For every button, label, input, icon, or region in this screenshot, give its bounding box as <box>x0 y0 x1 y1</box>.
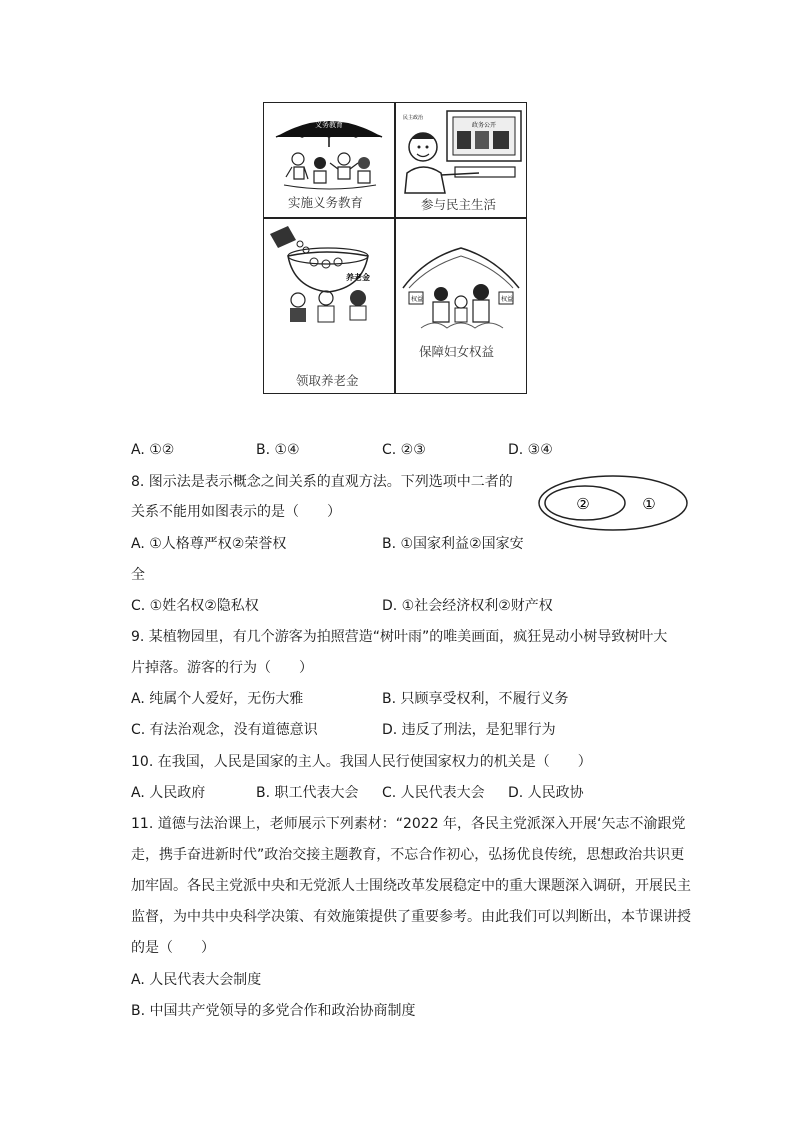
panel-womens-rights <box>395 218 527 393</box>
q10-option-b: B. 职工代表大会 <box>256 785 359 801</box>
q7-option-d: D. ③④ <box>508 442 553 458</box>
q11-option-b: B. 中国共产党领导的多党合作和政治协商制度 <box>131 1003 416 1019</box>
q7-option-a: A. ①② <box>131 442 175 458</box>
q10-option-a: A. 人民政府 <box>131 785 206 801</box>
venn-diagram <box>537 474 689 532</box>
umbrella-label: 义务教育 <box>315 121 343 129</box>
panel-caption: 实施义务教育 <box>288 195 364 210</box>
panel-compulsory-education <box>264 103 394 217</box>
panel-caption: 参与民主生活 <box>421 197 497 212</box>
q8-option-b-continued: 全 <box>131 567 145 583</box>
q8-option-b: B. ①国家利益②国家安 <box>382 536 524 552</box>
q11-stem-line5: 的是（ ） <box>131 940 215 956</box>
q10-option-d: D. 人民政协 <box>508 785 584 801</box>
q9-option-a: A. 纯属个人爱好，无伤大雅 <box>131 691 304 707</box>
cartoon-figure <box>263 102 527 394</box>
q8-stem-line1: 8. 图示法是表示概念之间关系的直观方法。下列选项中二者的 <box>131 474 513 490</box>
q11-stem-line4: 监督，为中共中央科学决策、有效施策提供了重要参考。由此我们可以判断出，本节课讲授 <box>131 909 691 925</box>
family-protection-illustration <box>395 218 527 358</box>
q7-option-c: C. ②③ <box>382 442 426 458</box>
venn-outer-ellipse <box>539 476 687 530</box>
q8-option-a: A. ①人格尊严权②荣誉权 <box>131 536 287 552</box>
venn-outer-label: ① <box>642 495 656 513</box>
screen-title: 政务公开 <box>471 122 497 129</box>
left-sign-text: 权益 <box>411 296 424 303</box>
q8-stem-line2: 关系不能用如图表示的是（ ） <box>131 504 341 520</box>
panel-pension <box>264 218 394 393</box>
q10-stem: 10. 在我国，人民是国家的主人。我国人民行使国家权力的机关是（ ） <box>131 754 592 770</box>
panel-caption: 领取养老金 <box>296 373 359 388</box>
panel-democratic-life <box>395 103 527 217</box>
q9-stem-line2: 片掉落。游客的行为（ ） <box>131 660 313 676</box>
panel-caption: 保障妇女权益 <box>419 344 495 359</box>
bowl-label: 养老金 <box>346 273 370 282</box>
q9-option-d: D. 违反了刑法，是犯罪行为 <box>382 722 556 738</box>
q11-stem-line1: 11. 道德与法治课上，老师展示下列素材：“2022 年，各民主党派深入开展‘矢志不渝跟党 <box>131 816 686 832</box>
q9-option-c: C. 有法治观念，没有道德意识 <box>131 722 318 738</box>
right-sign-text: 权益 <box>501 296 514 303</box>
q11-stem-line3: 加牢固。各民主党派中央和无党派人士围绕改革发展稳定中的重大课题深入调研，开展民主 <box>131 878 691 894</box>
venn-inner-label: ② <box>576 495 590 513</box>
q11-stem-line2: 走，携手奋进新时代”政治交接主题教育，不忘合作初心，弘扬优良传统，思想政治共识更 <box>131 847 685 863</box>
pension-bowl-illustration <box>264 218 394 348</box>
q7-option-b: B. ①④ <box>256 442 300 458</box>
q9-stem-line1: 9. 某植物园里，有几个游客为拍照营造“树叶雨”的唯美画面，疯狂晃动小树导致树叶大 <box>131 629 668 645</box>
q8-option-c: C. ①姓名权②隐私权 <box>131 598 259 614</box>
q8-option-d: D. ①社会经济权利②财产权 <box>382 598 553 614</box>
q10-option-c: C. 人民代表大会 <box>382 785 485 801</box>
q11-option-a: A. 人民代表大会制度 <box>131 972 262 988</box>
q9-option-b: B. 只顾享受权利，不履行义务 <box>382 691 569 707</box>
poster-text: 民主政治 <box>403 115 424 121</box>
